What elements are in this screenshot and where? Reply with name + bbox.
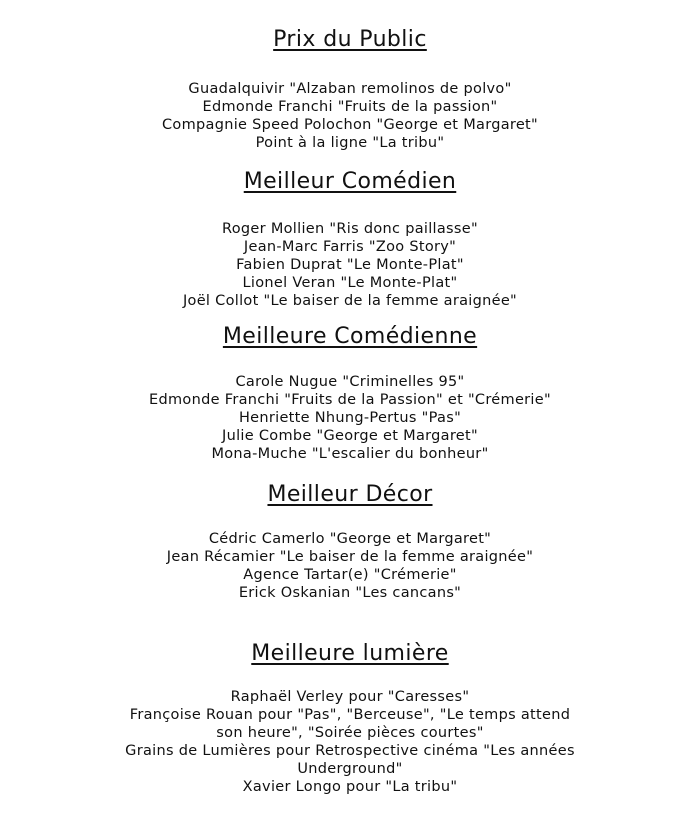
section-meilleure-comedienne: [0, 324, 700, 463]
list-item: Fabien Duprat "Le Monte-Plat": [236, 257, 464, 273]
list-item: Jean-Marc Farris "Zoo Story": [243, 239, 457, 255]
entry-list: [0, 688, 700, 796]
entry-list: [0, 373, 700, 463]
entry-list: [0, 220, 700, 310]
section-heading: Meilleur Décor: [267, 482, 433, 507]
section-meilleur-comedien: [0, 169, 700, 310]
list-item: Agence Tartar(e) "Crémerie": [243, 567, 457, 583]
entry-list: [0, 80, 700, 152]
list-item: Xavier Longo pour "La tribu": [242, 779, 458, 795]
list-item: Lionel Veran "Le Monte-Plat": [242, 275, 458, 291]
list-item: Edmonde Franchi "Fruits de la passion": [202, 99, 498, 115]
list-item: Grains de Lumières pour Retrospective cinéma "Les années Underground": [125, 743, 575, 777]
list-item: Compagnie Speed Polochon "George et Margaret": [161, 117, 539, 133]
entry-list: [0, 530, 700, 602]
list-item: Erick Oskanian "Les cancans": [238, 585, 462, 601]
section-meilleur-decor: [0, 482, 700, 602]
list-item: Henriette Nhung-Pertus "Pas": [238, 410, 462, 426]
list-item: Carole Nugue "Criminelles 95": [235, 374, 465, 390]
section-heading: Meilleur Comédien: [243, 169, 457, 194]
list-item: Joël Collot "Le baiser de la femme araignée": [182, 293, 518, 309]
list-item: Roger Mollien "Ris donc paillasse": [222, 221, 478, 237]
section-heading: Prix du Public: [273, 27, 427, 52]
list-item: Mona-Muche "L'escalier du bonheur": [211, 446, 489, 462]
list-item: Point à la ligne "La tribu": [255, 135, 445, 151]
list-item: Julie Combe "George et Margaret": [222, 428, 478, 444]
list-item: Jean Récamier "Le baiser de la femme araignée": [166, 549, 534, 565]
list-item: Guadalquivir "Alzaban remolinos de polvo": [188, 81, 512, 97]
list-item: Cédric Camerlo "George et Margaret": [208, 531, 492, 547]
section-meilleure-lumiere: [0, 641, 700, 796]
section-heading: Meilleure lumière: [251, 641, 449, 666]
section-prix-du-public: [0, 27, 700, 152]
list-item: Raphaël Verley pour "Caresses": [230, 689, 470, 705]
list-item: Françoise Rouan pour "Pas", "Berceuse", "Le temps attend son heure", "Soirée pièces courtes": [129, 707, 571, 741]
section-heading: Meilleure Comédienne: [222, 324, 478, 349]
list-item: Edmonde Franchi "Fruits de la Passion" et "Crémerie": [149, 392, 551, 408]
